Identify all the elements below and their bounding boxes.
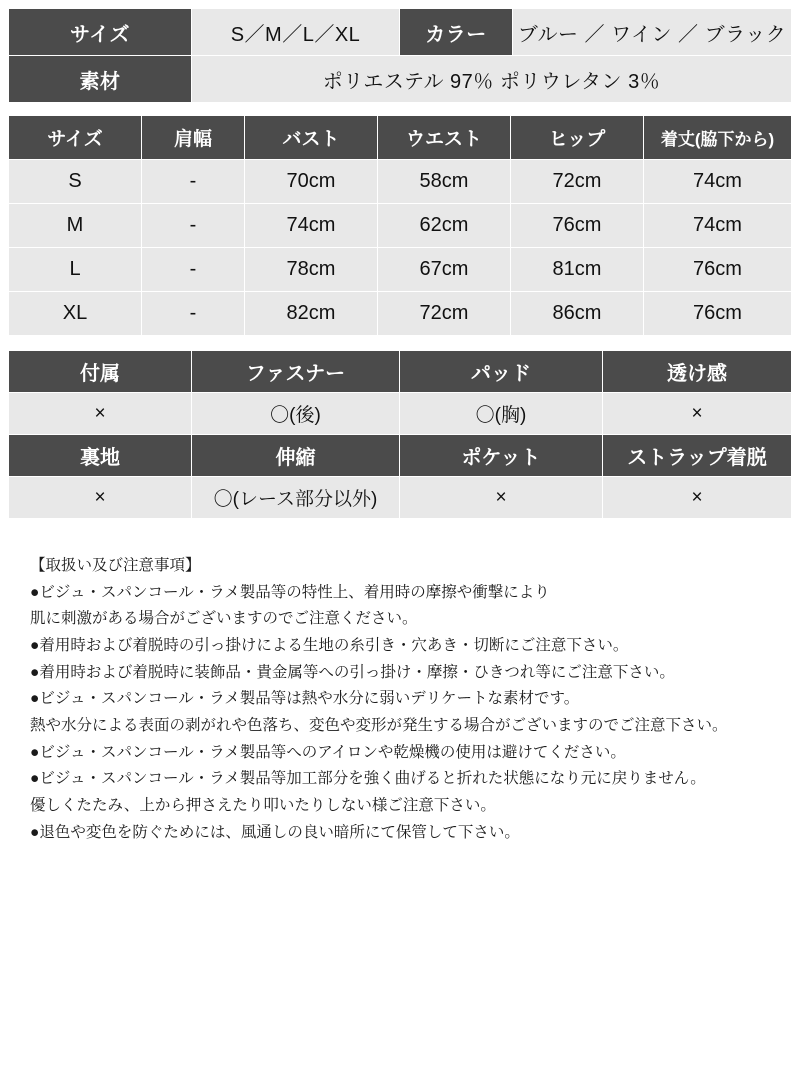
size-cell: 58cm [378,160,511,204]
table-row [9,160,792,204]
size-header-size: サイズ [9,116,142,160]
feature-header-accessory: 付属 [9,351,192,393]
size-cell: - [142,292,245,336]
size-cell: XL [9,292,142,336]
size-header-shoulder: 肩幅 [142,116,245,160]
size-header-bust: バスト [245,116,378,160]
feature-value-pocket: × [400,477,603,519]
size-cell: 76cm [644,292,792,336]
feature-header-sheerness: 透け感 [603,351,792,393]
size-cell: 70cm [245,160,378,204]
notes-line: ●着用時および着脱時に装飾品・貴金属等への引っ掛け・摩擦・ひきつれ等にご注意下さい。 [30,663,675,681]
size-chart-table [8,115,792,336]
spec-label-material: 素材 [9,56,192,103]
notes-line: ●退色や変色を防ぐためには、風通しの良い暗所にて保管して下さい。 [30,823,520,841]
feature-value-strap: × [603,477,792,519]
table-header-row [9,435,792,477]
notes-title: 【取扱い及び注意事項】 [30,557,201,574]
feature-value-pad: 〇(胸) [400,393,603,435]
feature-value-zipper: 〇(後) [192,393,400,435]
feature-table [8,350,792,519]
care-notes [8,553,792,846]
feature-value-stretch: 〇(レース部分以外) [192,477,400,519]
table-header-row [9,116,792,160]
table-row [9,56,792,103]
feature-header-strap: ストラップ着脱 [603,435,792,477]
notes-line: ●ビジュ・スパンコール・ラメ製品等へのアイロンや乾燥機の使用は避けてください。 [30,743,626,761]
size-cell: 62cm [378,204,511,248]
size-cell: 76cm [511,204,644,248]
size-cell: - [142,160,245,204]
size-header-hip: ヒップ [511,116,644,160]
table-row [9,393,792,435]
size-cell: 72cm [511,160,644,204]
size-cell: 67cm [378,248,511,292]
table-header-row [9,351,792,393]
notes-line: 肌に刺激がある場合がございますのでご注意ください。 [30,610,418,628]
spec-table [8,8,792,103]
feature-value-sheerness: × [603,393,792,435]
size-cell: 82cm [245,292,378,336]
size-cell: 76cm [644,248,792,292]
notes-line: 優しくたたみ、上から押さえたり叩いたりしない様ご注意下さい。 [30,796,496,814]
feature-value-accessory: × [9,393,192,435]
feature-header-lining: 裏地 [9,435,192,477]
size-cell: - [142,248,245,292]
feature-value-lining: × [9,477,192,519]
size-cell: M [9,204,142,248]
spec-label-color: カラー [400,9,513,56]
notes-line: ●ビジュ・スパンコール・ラメ製品等の特性上、着用時の摩擦や衝撃により [30,583,550,601]
notes-line: ●ビジュ・スパンコール・ラメ製品等加工部分を強く曲げると折れた状態になり元に戻りません。 [30,770,706,788]
table-row [9,9,792,56]
notes-line: ●着用時および着脱時の引っ掛けによる生地の糸引き・穴あき・切断にご注意下さい。 [30,636,629,654]
table-row [9,292,792,336]
size-cell: 74cm [644,204,792,248]
size-cell: S [9,160,142,204]
feature-header-stretch: 伸縮 [192,435,400,477]
table-row [9,248,792,292]
table-row [9,477,792,519]
spec-value-size: S／M／L／XL [192,9,400,56]
size-cell: 74cm [245,204,378,248]
size-cell: 78cm [245,248,378,292]
size-cell: 72cm [378,292,511,336]
size-cell: 86cm [511,292,644,336]
notes-line: 熱や水分による表面の剥がれや色落ち、変色や変形が発生する場合がございますのでご注意下さい。 [30,716,728,734]
feature-header-pocket: ポケット [400,435,603,477]
size-header-waist: ウエスト [378,116,511,160]
size-cell: 81cm [511,248,644,292]
spec-value-color: ブルー ／ ワイン ／ ブラック [513,9,792,56]
size-header-length: 着丈(脇下から) [644,116,792,160]
size-cell: - [142,204,245,248]
feature-header-pad: パッド [400,351,603,393]
notes-line: ●ビジュ・スパンコール・ラメ製品等は熱や水分に弱いデリケートな素材です。 [30,690,580,708]
size-cell: L [9,248,142,292]
spec-label-size: サイズ [9,9,192,56]
table-row [9,204,792,248]
feature-header-zipper: ファスナー [192,351,400,393]
spec-value-material: ポリエステル 97％ ポリウレタン 3％ [192,56,792,103]
size-cell: 74cm [644,160,792,204]
